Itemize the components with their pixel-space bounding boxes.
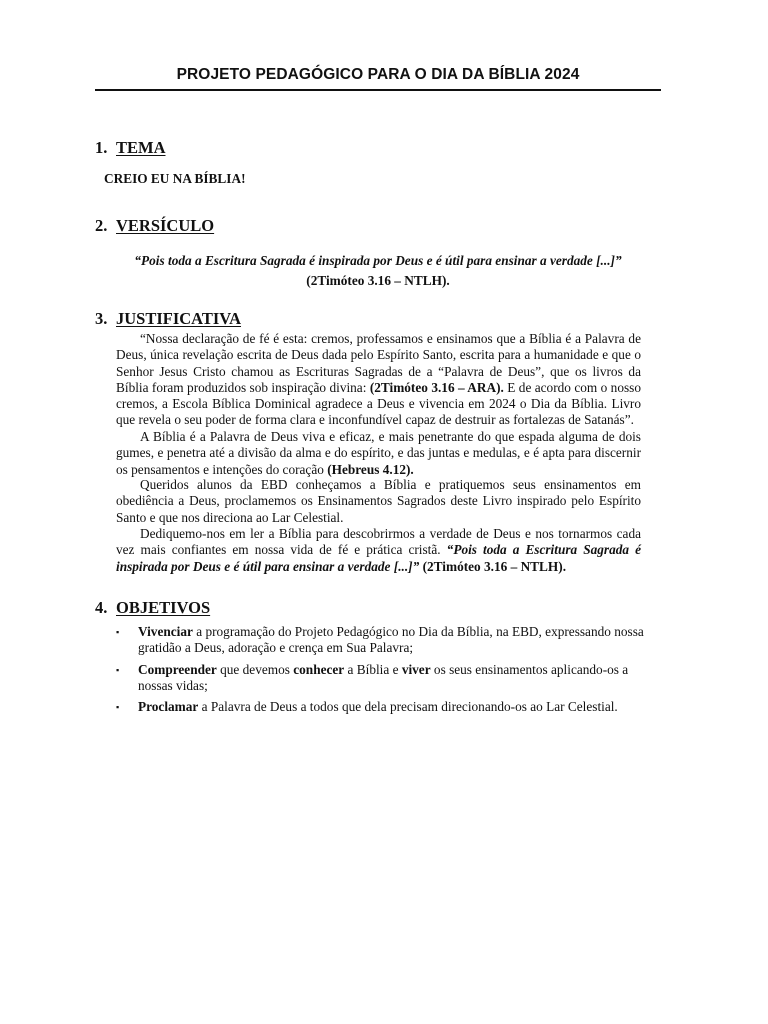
bullet-icon: ▪ xyxy=(116,627,120,637)
section-number: 4. xyxy=(95,598,108,617)
justificativa-paragraph-2 xyxy=(116,429,641,478)
objective-text: a Bíblia e xyxy=(344,661,402,677)
section-heading-objetivos xyxy=(95,598,210,618)
verse-quote-inline: “Pois toda a Escritura Sagrada é inspirada por Deus e é útil para ensinar a verdade [...]” xyxy=(116,542,642,574)
objectives-list xyxy=(116,624,644,720)
bullet-icon: ▪ xyxy=(116,664,120,675)
list-item xyxy=(116,662,644,695)
verse-reference: (2Timóteo 3.16 – NTLH). xyxy=(306,273,450,288)
objective-keyword: viver xyxy=(401,661,431,677)
justificativa-paragraph-1 xyxy=(116,331,641,429)
paragraph-text: Queridos alunos da EBD conheçamos a Bíblia e pratiquemos seus ensinamentos em obediência a Deus, proclamemos os Ensinamentos Sagrados deste Livro inspirado pelo Espírito Santo e que nos direciona ao Lar Celestial. xyxy=(116,477,641,525)
section-number: 1. xyxy=(95,138,108,157)
bible-reference: (Hebreus 4.12). xyxy=(327,461,414,477)
section-label: TEMA xyxy=(116,138,166,157)
section-label: VERSÍCULO xyxy=(116,216,215,235)
objective-text: a Palavra de Deus a todos que dela precisam direcionando-os ao Lar Celestial. xyxy=(198,699,618,715)
objective-keyword: Compreender xyxy=(138,661,217,677)
list-item xyxy=(116,699,644,715)
paragraph-text: Dediquemo-nos em ler a Bíblia para descobrirmos a verdade de Deus e nos tornarmos cada vez mais confiantes em nossa vida de fé e prática cristã. xyxy=(116,526,641,558)
paragraph-text: “Nossa declaração de fé é esta: cremos, professamos e ensinamos que a Bíblia é a Palavra de Deus, única revelação escrita de Deus dada pelo Espírito Santo, escrita para a humanidade e que o Senhor Jesus Cristo chamou as Escrituras Sagradas de a “Palavra de Deus”, que os livros da Bíblia foram produzidos sob inspiração divina: xyxy=(116,331,641,395)
bullet-icon: ▪ xyxy=(116,702,120,713)
objective-text: a programação do Projeto Pedagógico no Dia da Bíblia, na EBD, expressando nossa gratidão a Deus, adoração e crença em Sua Palavra; xyxy=(138,624,644,656)
bible-reference: (2Timóteo 3.16 – NTLH). xyxy=(419,558,567,574)
tema-text: CREIO EU NA BÍBLIA! xyxy=(104,171,246,186)
paragraph-text: A Bíblia é a Palavra de Deus viva e eficaz, e mais penetrante do que espada alguma de dois gumes, e penetra até a divisão da alma e do espírito, e das juntas e medulas, e é apta para discernir os pensamentos e intenções do coração xyxy=(116,429,641,477)
title-rule xyxy=(95,89,661,91)
objective-keyword: Proclamar xyxy=(138,699,199,715)
section-heading-versiculo xyxy=(95,216,214,236)
justificativa-paragraph-4 xyxy=(116,526,641,575)
list-item xyxy=(116,624,644,657)
justificativa-paragraph-3 xyxy=(116,477,641,526)
section-heading-tema xyxy=(95,138,166,158)
section-number: 3. xyxy=(95,309,108,328)
section-label: JUSTIFICATIVA xyxy=(116,309,242,328)
objective-text: que devemos xyxy=(216,661,294,677)
document-title: PROJETO PEDAGÓGICO PARA O DIA DA BÍBLIA 2024 xyxy=(176,66,580,83)
objective-keyword: Vivenciar xyxy=(138,624,193,639)
objective-text: os seus ensinamentos aplicando-os a nossas vidas; xyxy=(138,661,629,693)
verse-quote: “Pois toda a Escritura Sagrada é inspirada por Deus e é útil para ensinar a verdade [...]” xyxy=(134,253,622,268)
section-label: OBJETIVOS xyxy=(116,598,211,617)
section-number: 2. xyxy=(95,216,108,235)
bible-reference: (2Timóteo 3.16 – ARA). xyxy=(369,379,504,395)
objective-keyword: conhecer xyxy=(293,661,345,677)
section-heading-justificativa xyxy=(95,309,241,329)
paragraph-text: E de acordo com o nosso cremos, a Escola Bíblica Dominical agradece a Deus e vivencia em 2024 o Dia da Bíblia. Livro que revela o seu poder de forma clara e inconfundível capaz de destruir as fortalezas de Satanás”. xyxy=(116,379,641,428)
